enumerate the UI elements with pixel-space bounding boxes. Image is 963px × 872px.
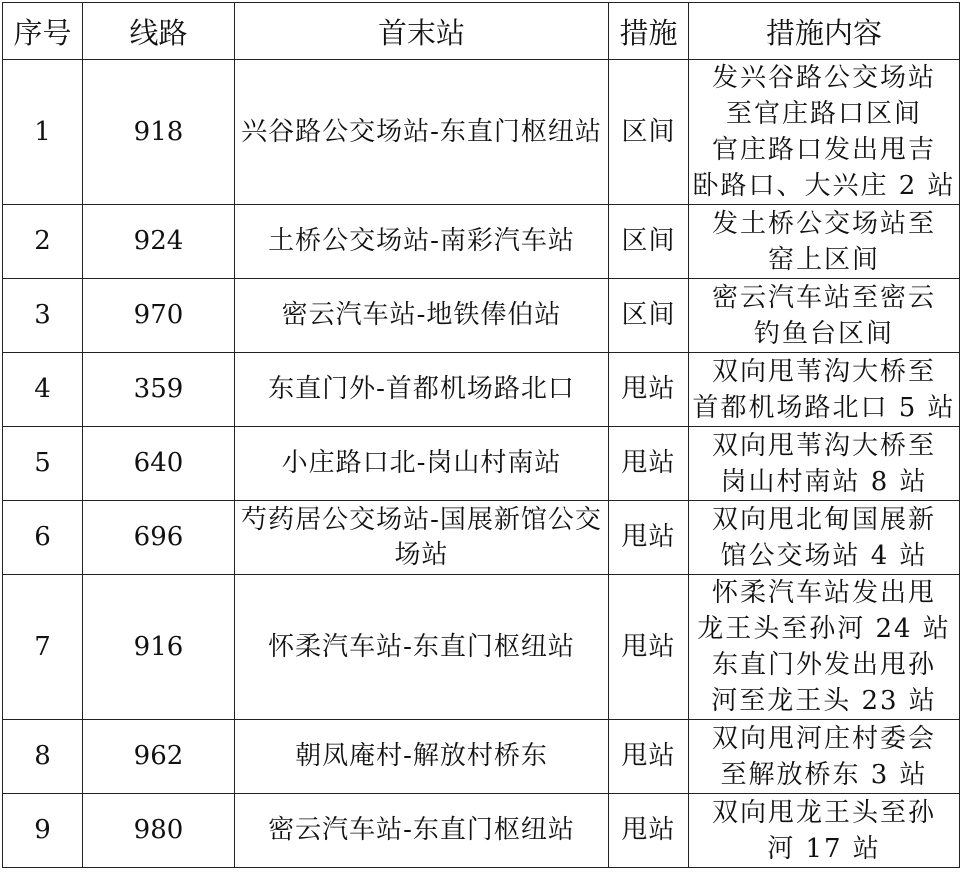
row-content: 双向甩北甸国展新 馆公交场站 4 站 [689,501,960,575]
row-line: 916 [83,575,235,720]
row-index: 9 [3,794,83,868]
row-index: 6 [3,501,83,575]
row-content: 双向甩苇沟大桥至 岗山村南站 8 站 [689,427,960,501]
row-stations: 密云汽车站-东直门枢纽站 [235,794,609,868]
row-content: 发土桥公交场站至 窑上区间 [689,205,960,279]
row-line: 918 [83,60,235,205]
row-stations: 朝凤庵村-解放村桥东 [235,720,609,794]
row-measure: 甩站 [609,794,689,868]
row-line: 970 [83,279,235,353]
row-index: 2 [3,205,83,279]
row-line: 359 [83,353,235,427]
row-stations: 兴谷路公交场站-东直门枢纽站 [235,60,609,205]
table-row [3,353,960,427]
row-stations: 东直门外-首都机场路北口 [235,353,609,427]
table-row [3,501,960,575]
row-line: 640 [83,427,235,501]
row-measure: 区间 [609,60,689,205]
table-row [3,720,960,794]
table-row [3,279,960,353]
header-stations: 首末站 [235,3,609,60]
row-measure: 甩站 [609,501,689,575]
header-line: 线路 [83,3,235,60]
row-content: 密云汽车站至密云 钓鱼台区间 [689,279,960,353]
row-measure: 甩站 [609,720,689,794]
row-content: 怀柔汽车站发出甩 龙王头至孙河 24 站 东直门外发出甩孙 河至龙王头 23 站 [689,575,960,720]
header-index: 序号 [3,3,83,60]
row-measure: 甩站 [609,353,689,427]
table-row [3,794,960,868]
row-content: 双向甩龙王头至孙 河 17 站 [689,794,960,868]
row-line: 696 [83,501,235,575]
header-measure: 措施 [609,3,689,60]
row-line: 924 [83,205,235,279]
table-row [3,60,960,205]
row-index: 5 [3,427,83,501]
row-content: 双向甩苇沟大桥至 首都机场路北口 5 站 [689,353,960,427]
header-content: 措施内容 [689,3,960,60]
bus-route-table [2,2,960,868]
row-measure: 甩站 [609,427,689,501]
row-index: 8 [3,720,83,794]
row-measure: 甩站 [609,575,689,720]
row-measure: 区间 [609,279,689,353]
header-row [3,3,960,60]
row-index: 7 [3,575,83,720]
row-index: 4 [3,353,83,427]
table-row [3,205,960,279]
row-measure: 区间 [609,205,689,279]
row-line: 980 [83,794,235,868]
row-stations: 芍药居公交场站-国展新馆公交场站 [235,501,609,575]
row-content: 双向甩河庄村委会 至解放桥东 3 站 [689,720,960,794]
table-row [3,575,960,720]
row-index: 3 [3,279,83,353]
table-row [3,427,960,501]
row-stations: 土桥公交场站-南彩汽车站 [235,205,609,279]
row-line: 962 [83,720,235,794]
row-content: 发兴谷路公交场站 至官庄路口区间 官庄路口发出甩吉 卧路口、大兴庄 2 站 [689,60,960,205]
row-stations: 怀柔汽车站-东直门枢纽站 [235,575,609,720]
row-index: 1 [3,60,83,205]
row-stations: 密云汽车站-地铁俸伯站 [235,279,609,353]
row-stations: 小庄路口北-岗山村南站 [235,427,609,501]
